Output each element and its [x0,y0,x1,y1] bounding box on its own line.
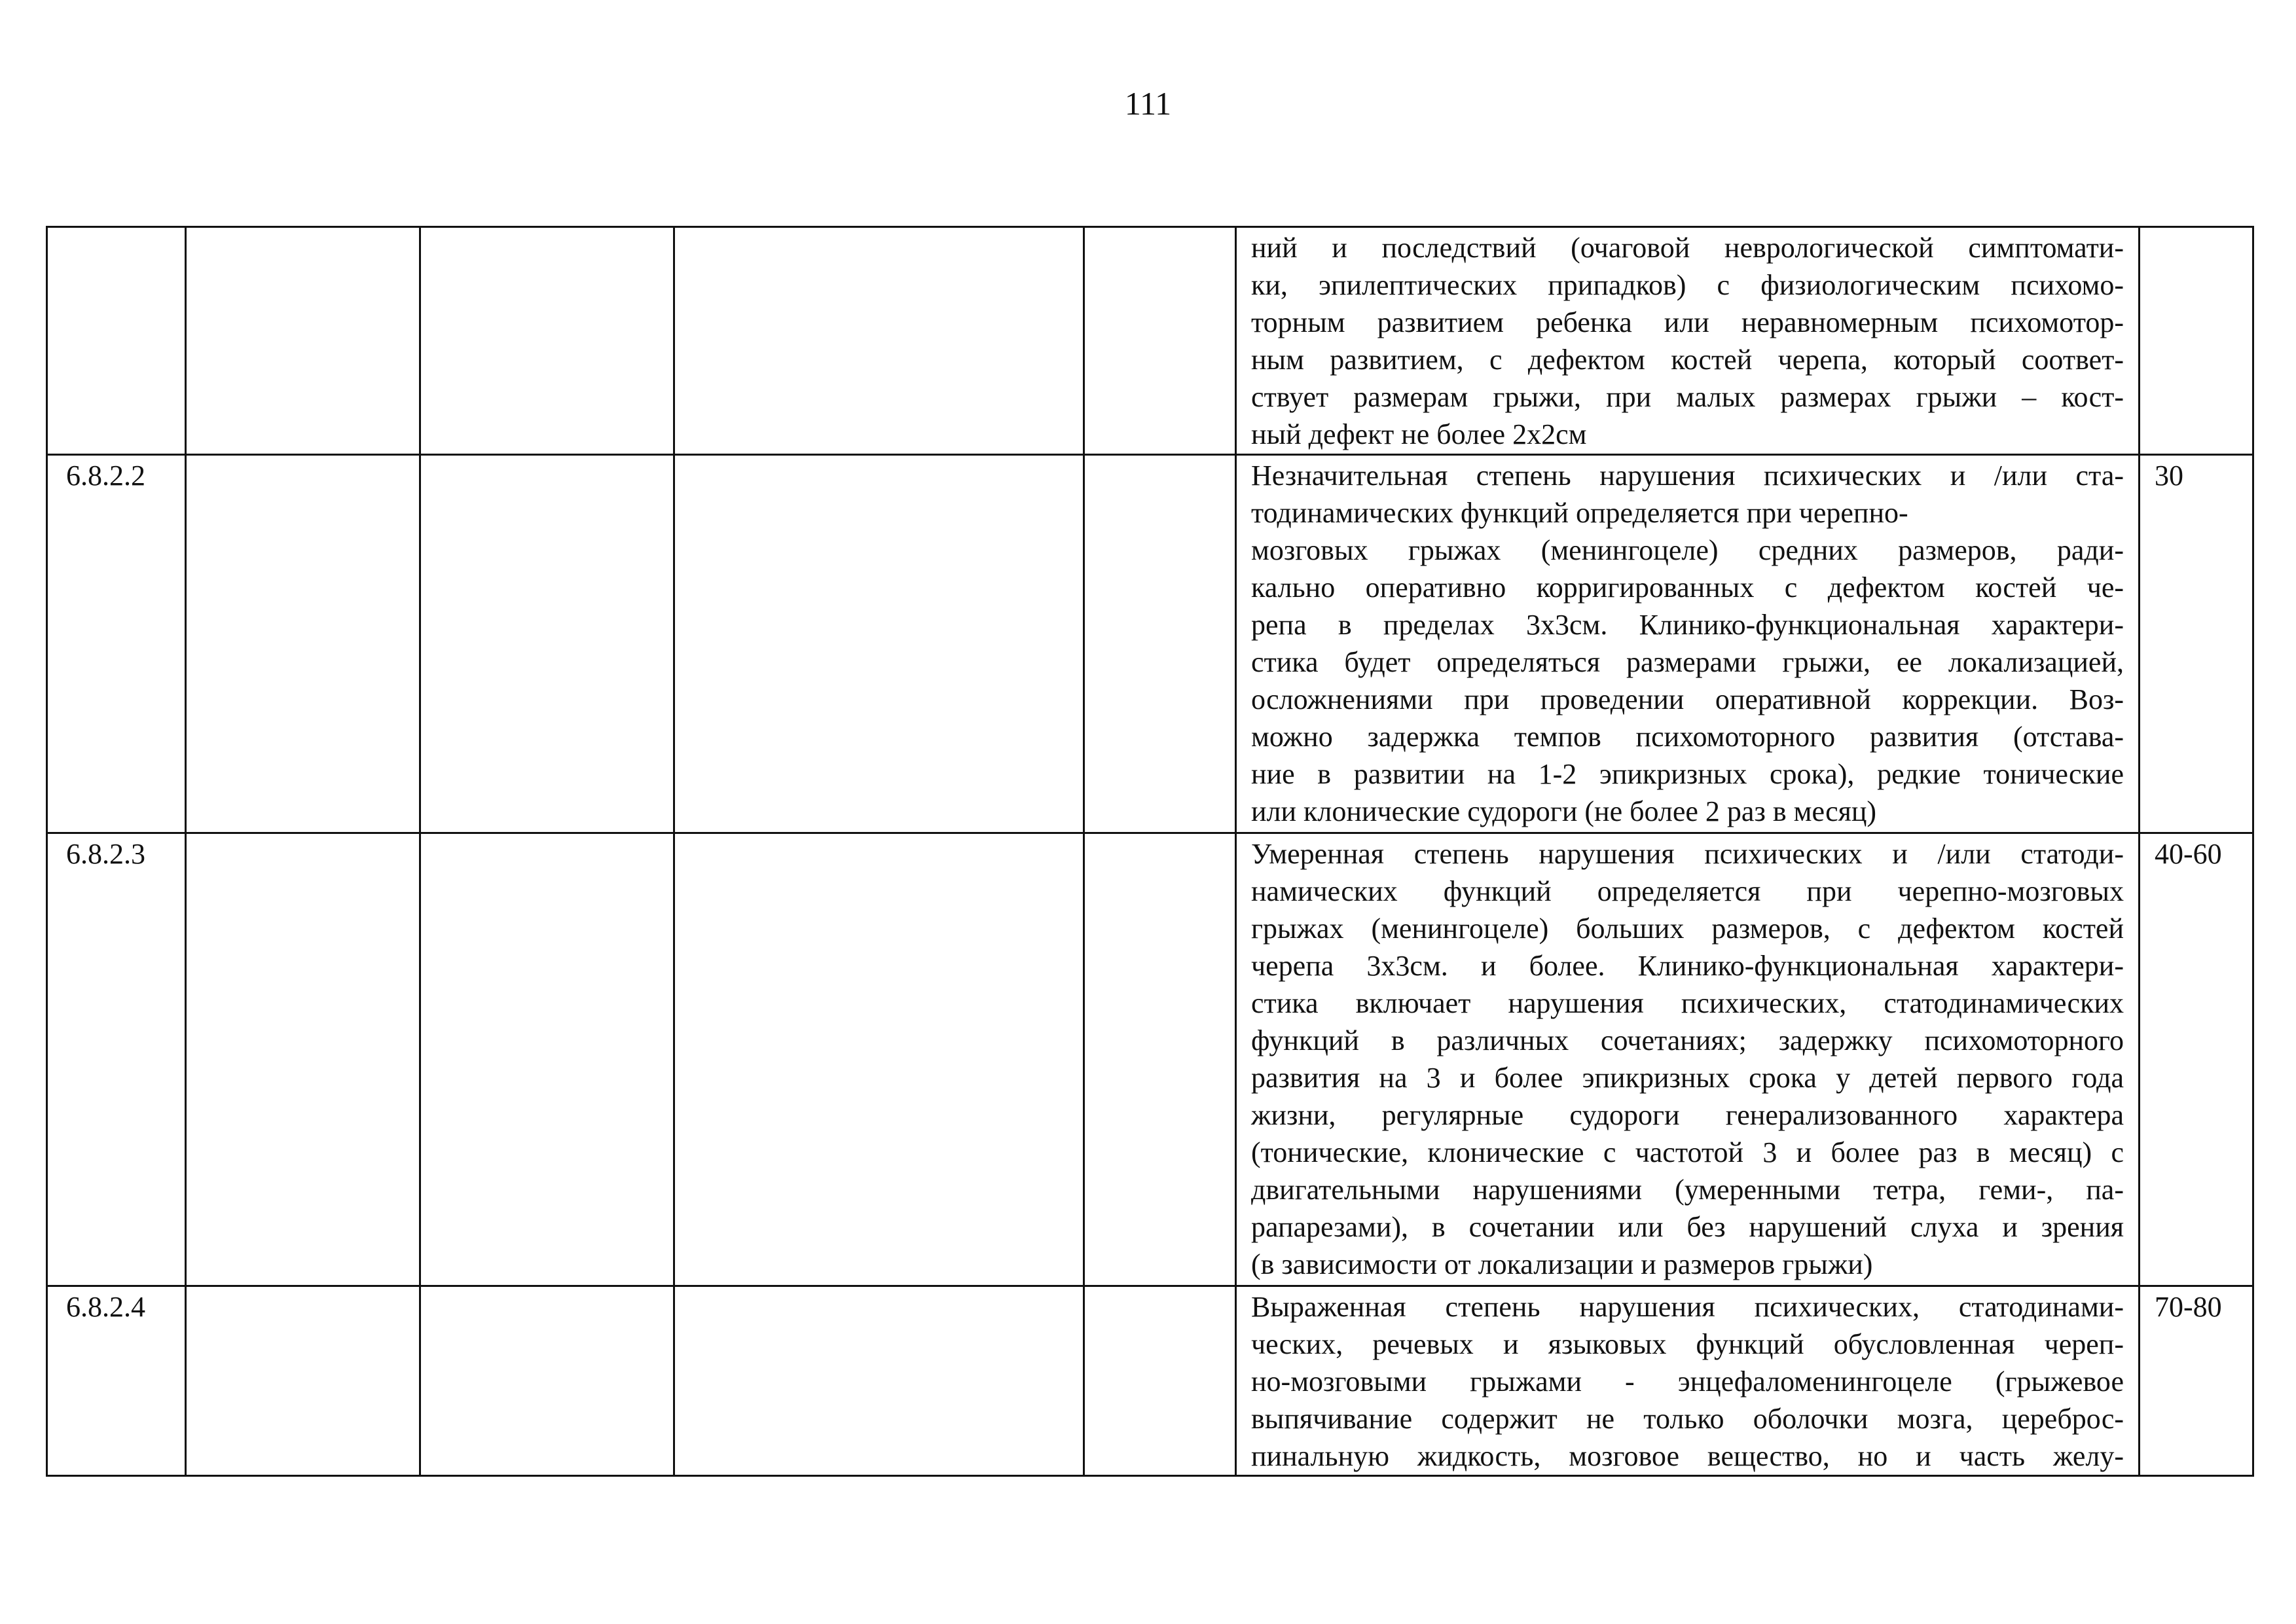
description-line: ки, эпилептических припадков) с физиологическим психомо- [1251,269,2124,301]
description-line: грыжах (менингоцеле) больших размеров, с дефектом костей [1251,912,2124,945]
description-line: ный дефект не более 2х2см [1251,418,1587,450]
description-line: но-мозговыми грыжами - энцефаломенингоцеле (грыжевое [1251,1365,2124,1398]
table-row [47,833,2253,1286]
empty-cell [186,227,420,455]
score-cell: 40-60 [2140,833,2253,1286]
description-line: ний и последствий (очаговой неврологической симптомати- [1251,232,2124,264]
score-cell: 30 [2140,455,2253,833]
description-line: осложнениями при проведении оперативной коррекции. Воз- [1251,683,2124,715]
description-line: стика будет определяться размерами грыжи, ее локализацией, [1251,646,2124,678]
description-line: намических функций определяется при черепно-мозговых [1251,875,2124,907]
empty-cell [186,455,420,833]
description-line: Умеренная степень нарушения психических и /или статоди- [1251,838,2124,870]
empty-cell [674,227,1084,455]
empty-cell [420,455,674,833]
description-cell [1236,455,2140,833]
description-line: тодинамических функций определяется при черепно- [1251,497,1908,529]
description-cell [1236,227,2140,455]
description-line: ным развитием, с дефектом костей черепа, который соответ- [1251,344,2124,376]
page-number: 111 [1124,85,1172,122]
empty-cell [186,833,420,1286]
empty-cell [420,833,674,1286]
table-row [47,1286,2253,1476]
code-cell: 6.8.2.2 [47,455,186,833]
empty-cell [1084,833,1236,1286]
empty-cell [420,1286,674,1476]
score-cell [2140,227,2253,455]
empty-cell [674,455,1084,833]
description-line: репа в пределах 3х3см. Клинико-функциональная характери- [1251,609,2124,641]
empty-cell [1084,455,1236,833]
empty-cell [1084,1286,1236,1476]
description-line: кально оперативно корригированных с дефектом костей че- [1251,571,2124,604]
code-cell: 6.8.2.3 [47,833,186,1286]
description-line: ние в развитии на 1-2 эпикризных срока), редкие тонические [1251,758,2124,790]
description-line: рапарезами), в сочетании или без нарушений слуха и зрения [1251,1211,2124,1243]
description-line: Выраженная степень нарушения психических, статодинами- [1251,1291,2124,1323]
table-row [47,455,2253,833]
description-line: развития на 3 и более эпикризных срока у детей первого года [1251,1062,2124,1094]
description-line: ческих, речевых и языковых функций обусловленная череп- [1251,1328,2124,1360]
description-line: мозговых грыжах (менингоцеле) средних размеров, ради- [1251,534,2124,566]
description-line: двигательными нарушениями (умеренными тетра, геми-, па- [1251,1174,2124,1206]
description-line: можно задержка темпов психомоторного развития (отстава- [1251,721,2124,753]
code-cell: 6.8.2.4 [47,1286,186,1476]
criteria-table [46,226,2254,1477]
empty-cell [420,227,674,455]
description-line: торным развитием ребенка или неравномерным психомотор- [1251,306,2124,338]
description-cell [1236,1286,2140,1476]
description-line: или клонические судороги (не более 2 раз в месяц) [1251,795,1877,827]
empty-cell [674,833,1084,1286]
description-line: стика включает нарушения психических, статодинамических [1251,987,2124,1019]
description-line: черепа 3х3см. и более. Клинико-функциональная характери- [1251,950,2124,982]
description-line: выпячивание содержит не только оболочки мозга, цереброс- [1251,1403,2124,1435]
description-line: пинальную жидкость, мозговое вещество, но и часть желу- [1251,1440,2124,1472]
description-cell [1236,833,2140,1286]
description-line: (тонические, клонические с частотой 3 и более раз в месяц) с [1251,1136,2124,1168]
code-cell [47,227,186,455]
score-cell: 70-80 [2140,1286,2253,1476]
empty-cell [674,1286,1084,1476]
description-line: (в зависимости от локализации и размеров грыжи) [1251,1248,1873,1280]
description-line: Незначительная степень нарушения психических и /или ста- [1251,460,2124,492]
description-line: ствует размерам грыжи, при малых размерах грыжи – кост- [1251,381,2124,413]
empty-cell [186,1286,420,1476]
description-line: функций в различных сочетаниях; задержку психомоторного [1251,1024,2124,1056]
table-row [47,227,2253,455]
empty-cell [1084,227,1236,455]
description-line: жизни, регулярные судороги генерализованного характера [1251,1099,2124,1131]
